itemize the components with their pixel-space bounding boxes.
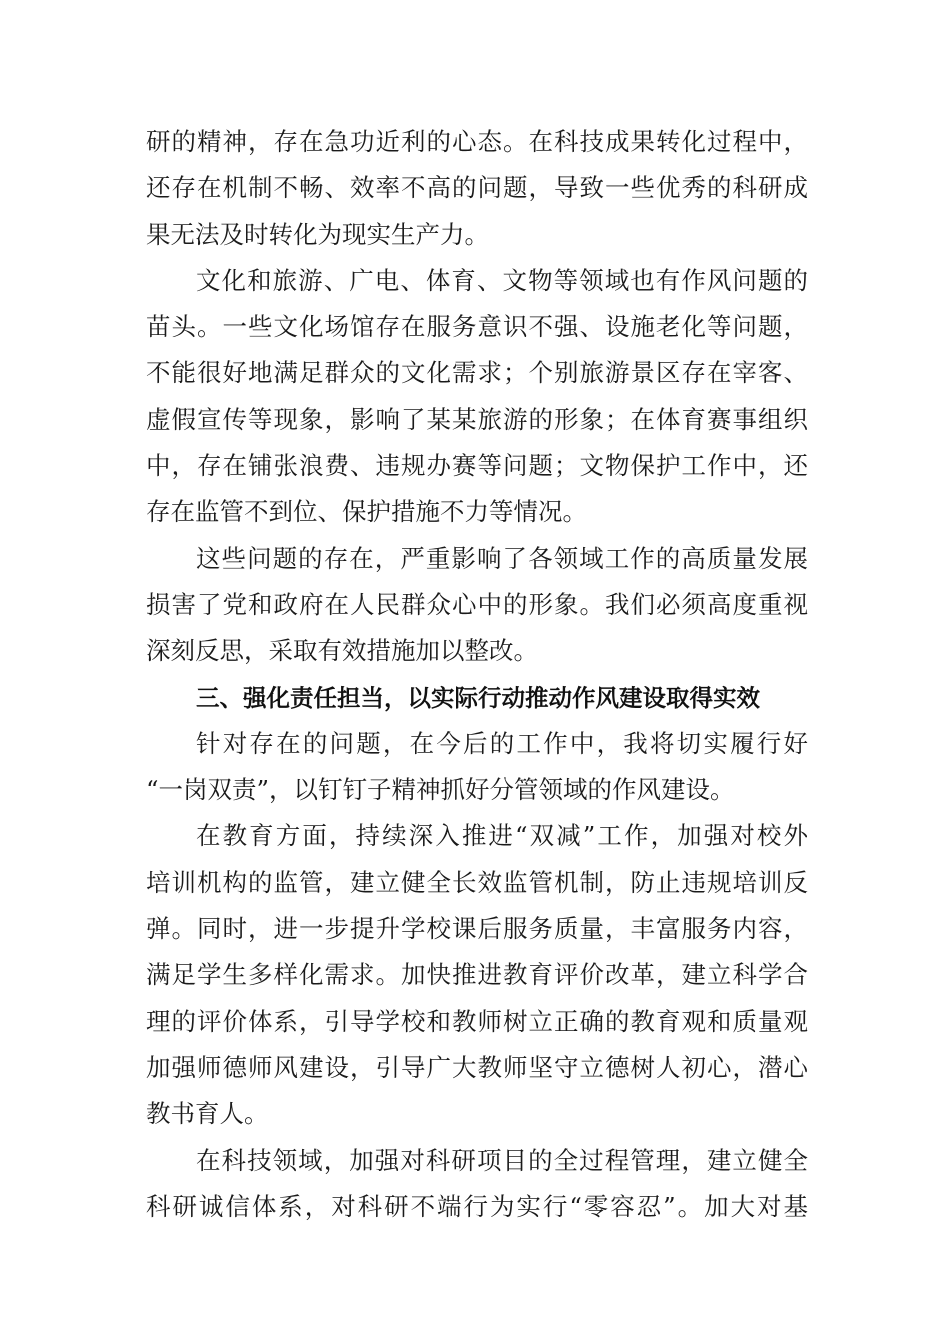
section-heading: 三、强化责任担当，以实际行动推动作风建设取得实效 xyxy=(196,683,760,712)
text-line: 研的精神，存在急功近利的心态。在科技成果转化过程中， xyxy=(146,127,808,156)
text-line: 中，存在铺张浪费、违规办赛等问题；文物保护工作中，还 xyxy=(146,451,808,481)
paragraph-first-line: 针对存在的问题，在今后的工作中，我将切实履行好 xyxy=(196,728,808,758)
text-line: 损害了党和政府在人民群众心中的形象。我们必须高度重视 xyxy=(146,589,808,619)
text-line: 苗头。一些文化场馆存在服务意识不强、设施老化等问题， xyxy=(146,312,808,342)
text-line: 满足学生多样化需求。加快推进教育评价改革，建立科学合 xyxy=(146,960,808,990)
text-line: 培训机构的监管，建立健全长效监管机制，防止违规培训反 xyxy=(146,867,808,897)
text-line: 还存在机制不畅、效率不高的问题，导致一些优秀的科研成 xyxy=(146,173,808,203)
text-line: 教书育人。 xyxy=(146,1099,269,1129)
paragraph-first-line: 在教育方面，持续深入推进“双减”工作，加强对校外 xyxy=(196,821,808,851)
text-line: 果无法及时转化为现实生产力。 xyxy=(146,219,489,249)
text-line: 不能很好地满足群众的文化需求；个别旅游景区存在宰客、 xyxy=(146,358,808,388)
text-line: 加强师德师风建设，引导广大教师坚守立德树人初心，潜心 xyxy=(146,1052,808,1082)
paragraph-first-line: 这些问题的存在，严重影响了各领域工作的高质量发展 xyxy=(196,543,808,573)
text-line: 虚假宣传等现象，影响了某某旅游的形象；在体育赛事组织 xyxy=(146,404,808,434)
text-line: 深刻反思，采取有效措施加以整改。 xyxy=(146,636,538,666)
text-line: “一岗双责”，以钉钉子精神抓好分管领域的作风建设。 xyxy=(146,775,735,805)
paragraph-first-line: 文化和旅游、广电、体育、文物等领域也有作风问题的 xyxy=(196,265,808,295)
text-line: 理的评价体系，引导学校和教师树立正确的教育观和质量观 xyxy=(146,1006,808,1036)
document-body xyxy=(146,119,808,1230)
text-line: 科研诚信体系，对科研不端行为实行“零容忍”。加大对基 xyxy=(146,1191,808,1221)
text-line: 存在监管不到位、保护措施不力等情况。 xyxy=(146,497,587,527)
paragraph-first-line: 在科技领域，加强对科研项目的全过程管理，建立健全 xyxy=(196,1145,808,1175)
text-line: 弹。同时，进一步提升学校课后服务质量，丰富服务内容， xyxy=(146,914,808,944)
